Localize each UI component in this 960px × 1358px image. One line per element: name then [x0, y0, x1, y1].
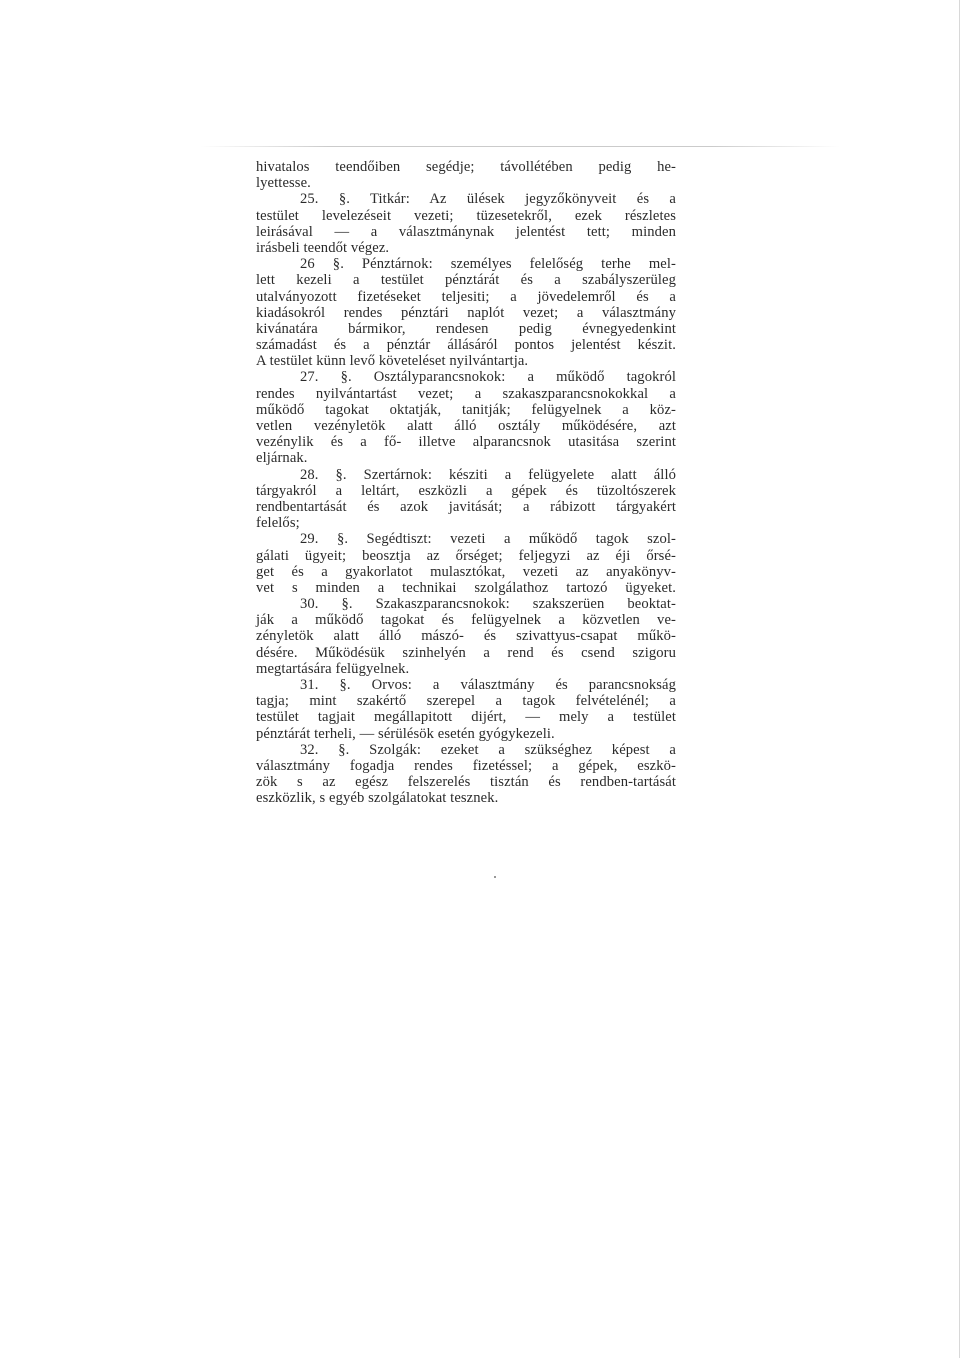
text-line: tagja; mint szakértő szerepel a tagok felvételénél; a	[256, 693, 676, 710]
text-line: get és a gyakorlatot mulasztókat, vezeti az anyakönyv-	[256, 563, 676, 580]
text-line: 30. §. Szakaszparancsnokok: szakszerüen beoktat-	[300, 596, 676, 613]
text-line: lett kezeli a testület pénztárát és a szabályszerüleg	[256, 272, 676, 289]
text-line: testület tagjait megállapitott dijért, — mely a testület	[256, 709, 676, 726]
text-line: A testület künn levő követeléset nyilvántartja.	[256, 353, 529, 370]
text-line: ják a működő tagokat és felügyelnek a közvetlen ve-	[256, 612, 676, 629]
text-line: utalványozott fizetéseket teljesiti; a jövedelemről és a	[256, 288, 676, 305]
text-line: testület levelezéseit vezeti; tüzesetekről, ezek részletes	[256, 207, 676, 224]
text-line: vetlen vezényletök alatt álló osztály működésére, azt	[256, 418, 676, 434]
text-line: 32. §. Szolgák: ezeket a szükséghez képest a	[300, 741, 676, 758]
text-line: désére. Működésük szinhelyén a rend és csend szigoru	[256, 644, 676, 661]
text-line: 28. §. Szertárnok: késziti a felügyelete alatt álló	[300, 466, 676, 483]
text-line: 29. §. Segédtiszt: vezeti a működő tagok szol-	[300, 531, 676, 548]
text-line: hivatalos teendőiben segédje; távollétében pedig he-	[256, 159, 676, 175]
text-line: választmány fogadja rendes fizetéssel; a gépek, eszkö-	[256, 757, 676, 774]
text-line: eszközlik, s egyéb szolgálatokat tesznek.	[256, 790, 499, 807]
text-line: 27. §. Osztályparancsnokok: a működő tagokról	[300, 369, 676, 386]
text-line: lyettesse.	[256, 175, 311, 192]
document-body	[256, 159, 676, 807]
text-line: zök s az egész felszerelés tisztán és rendben-tartását	[256, 774, 676, 791]
text-line: kivánatára bármikor, rendesen pedig évnegyedenkint	[256, 320, 676, 337]
text-line: számadást és a pénztár állásáról pontos jelentést készit.	[256, 337, 676, 354]
text-line: megtartására felügyelnek.	[256, 660, 410, 677]
text-line: kiadásokról rendes pénztári naplót vezet; a választmány	[256, 304, 676, 321]
scan-artifact-line	[200, 146, 840, 147]
text-line: 25. §. Titkár: Az ülések jegyzőkönyveit és a	[300, 191, 676, 208]
text-line: 31. §. Orvos: a választmány és parancsnokság	[300, 677, 676, 693]
text-line: rendes nyilvántartást vezet; a szakaszparancsnokokkal a	[256, 385, 676, 402]
text-line: vezénylik és a fő- illetve alparancsnok utasitása szerint	[256, 434, 676, 451]
text-line: irásbeli teendőt végez.	[256, 239, 390, 256]
text-line: gálati ügyeit; beosztja az őrséget; feljegyzi az éji őrsé-	[256, 547, 676, 564]
scan-speck	[494, 876, 496, 878]
text-line: 26 §. Pénztárnok: személyes felelőség terhe mel-	[300, 256, 676, 273]
text-line: pénztárát terheli, — sérülésök esetén gyógykezeli.	[256, 725, 555, 742]
text-line: leirásával — a választmánynak jelentést tett; minden	[256, 223, 676, 240]
text-line: rendbentartását és azok javitását; a rábizott tárgyakért	[256, 498, 676, 515]
text-line: vet s minden a technikai szolgálathoz tartozó ügyeket.	[256, 579, 676, 596]
text-line: eljárnak.	[256, 450, 308, 467]
text-line: tárgyakról a leltárt, eszközli a gépek és tüzoltószerek	[256, 482, 676, 499]
text-line: működő tagokat oktatják, tanitják; felügyelnek a köz-	[256, 401, 676, 418]
text-line: felelős;	[256, 515, 300, 532]
text-line: zényletök alatt álló mászó- és szivattyus-csapat műkö-	[256, 628, 676, 645]
